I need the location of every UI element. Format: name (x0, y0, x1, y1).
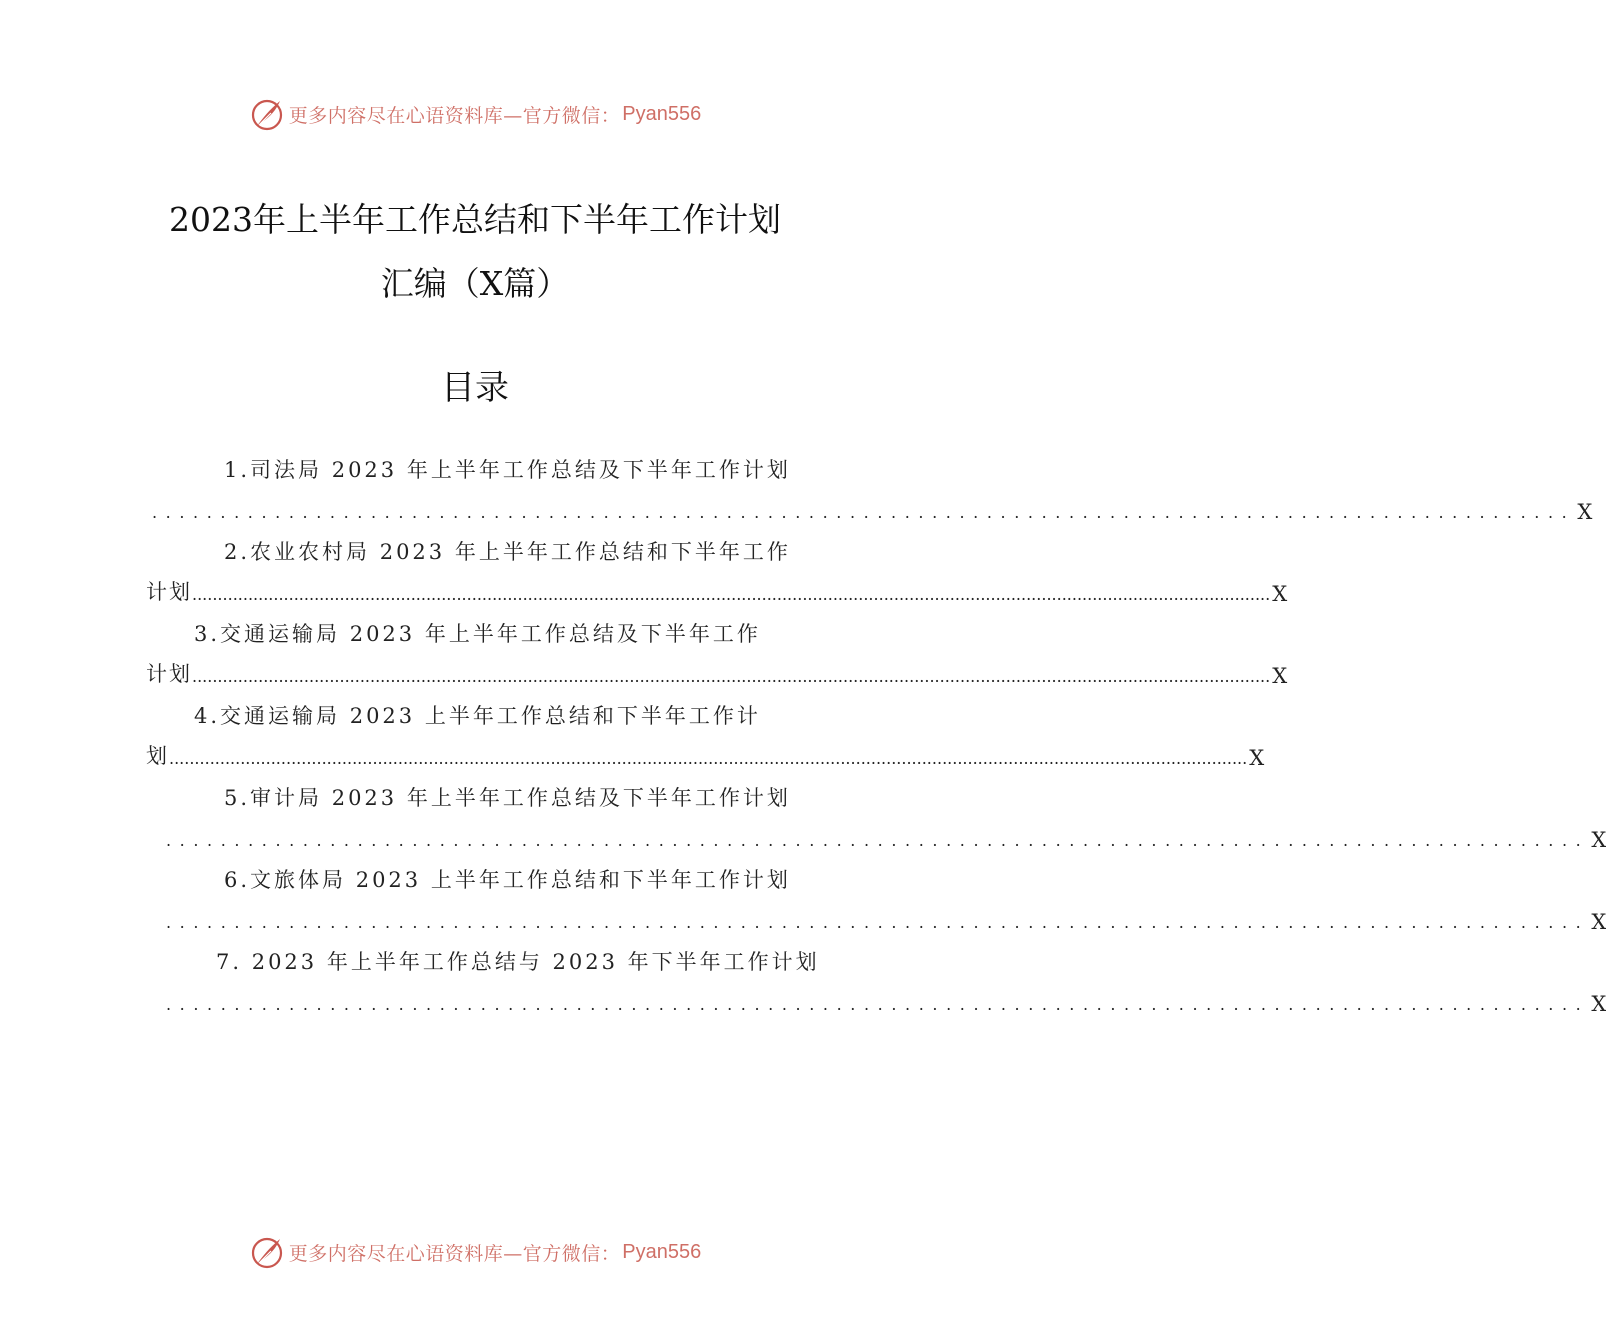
toc-entry-3-title[interactable]: 3.交通运输局 2023 年上半年工作总结及下半年工作 (194, 622, 761, 646)
toc-entry-3-leader[interactable] (146, 658, 1288, 688)
toc-entry-3-lead: 计划 (146, 662, 192, 686)
toc-entry-6-title[interactable]: 6.文旅体局 2023 上半年工作总结和下半年工作计划 (224, 868, 791, 892)
toc-entry-5-dots: ........................................................................................................ (166, 831, 1590, 850)
watermark-wechat-id: Pyan556 (622, 102, 702, 125)
toc-entry-3-dots: .................................................................................................................................................................................................................... (192, 667, 1271, 686)
toc-entry-5-leader[interactable] (166, 822, 1606, 852)
toc-entry-6-page: X (1591, 910, 1606, 934)
quill-logo-icon (249, 1234, 285, 1270)
document-title-line-1: 2023年上半年工作总结和下半年工作计划 (169, 200, 781, 239)
toc-entry-5-page: X (1591, 828, 1606, 852)
toc-entry-5-title[interactable]: 5.审计局 2023 年上半年工作总结及下半年工作计划 (224, 786, 791, 810)
toc-entry-2-leader[interactable] (146, 576, 1288, 606)
toc-entry-2-page: X (1272, 582, 1288, 606)
toc-entry-7-dots: ........................................................................................................ (166, 995, 1590, 1014)
watermark-header (0, 94, 950, 134)
toc-entry-2-dots: .................................................................................................................................................................................................................... (192, 585, 1271, 604)
watermark-wechat-id: Pyan556 (622, 1240, 702, 1263)
toc-entry-1-title[interactable]: 1.司法局 2023 年上半年工作总结及下半年工作计划 (224, 458, 791, 482)
toc-entry-1-page: X (1577, 500, 1593, 524)
toc-entry-7-title[interactable]: 7. 2023 年上半年工作总结与 2023 年下半年工作计划 (216, 950, 820, 974)
toc-entry-4-page: X (1249, 746, 1265, 770)
toc-entry-4-leader[interactable] (146, 740, 1265, 770)
toc-heading: 目录 (441, 368, 509, 408)
watermark-footer (0, 1232, 950, 1272)
document-title-line-2: 汇编（X篇） (380, 264, 570, 303)
toc-entry-4-lead: 划 (146, 744, 169, 768)
watermark-text: 更多内容尽在心语资料库—官方微信： (288, 1242, 621, 1265)
toc-entry-1-dots: ........................................................................................................ (152, 503, 1576, 522)
toc-entry-2-lead: 计划 (146, 580, 192, 604)
toc-entry-4-dots: .................................................................................................................................................................................................................... (169, 749, 1248, 768)
toc-entry-7-leader[interactable] (166, 986, 1606, 1016)
toc-entry-1-leader[interactable] (152, 494, 1593, 524)
toc-entry-3-page: X (1272, 664, 1288, 688)
watermark-text: 更多内容尽在心语资料库—官方微信： (288, 104, 621, 127)
toc-entry-6-dots: ........................................................................................................ (166, 913, 1590, 932)
quill-logo-icon (249, 96, 285, 132)
toc-entry-2-title[interactable]: 2.农业农村局 2023 年上半年工作总结和下半年工作 (224, 540, 791, 564)
toc-entry-7-page: X (1591, 992, 1606, 1016)
toc-entry-4-title[interactable]: 4.交通运输局 2023 上半年工作总结和下半年工作计 (194, 704, 761, 728)
toc-entry-6-leader[interactable] (166, 904, 1606, 934)
